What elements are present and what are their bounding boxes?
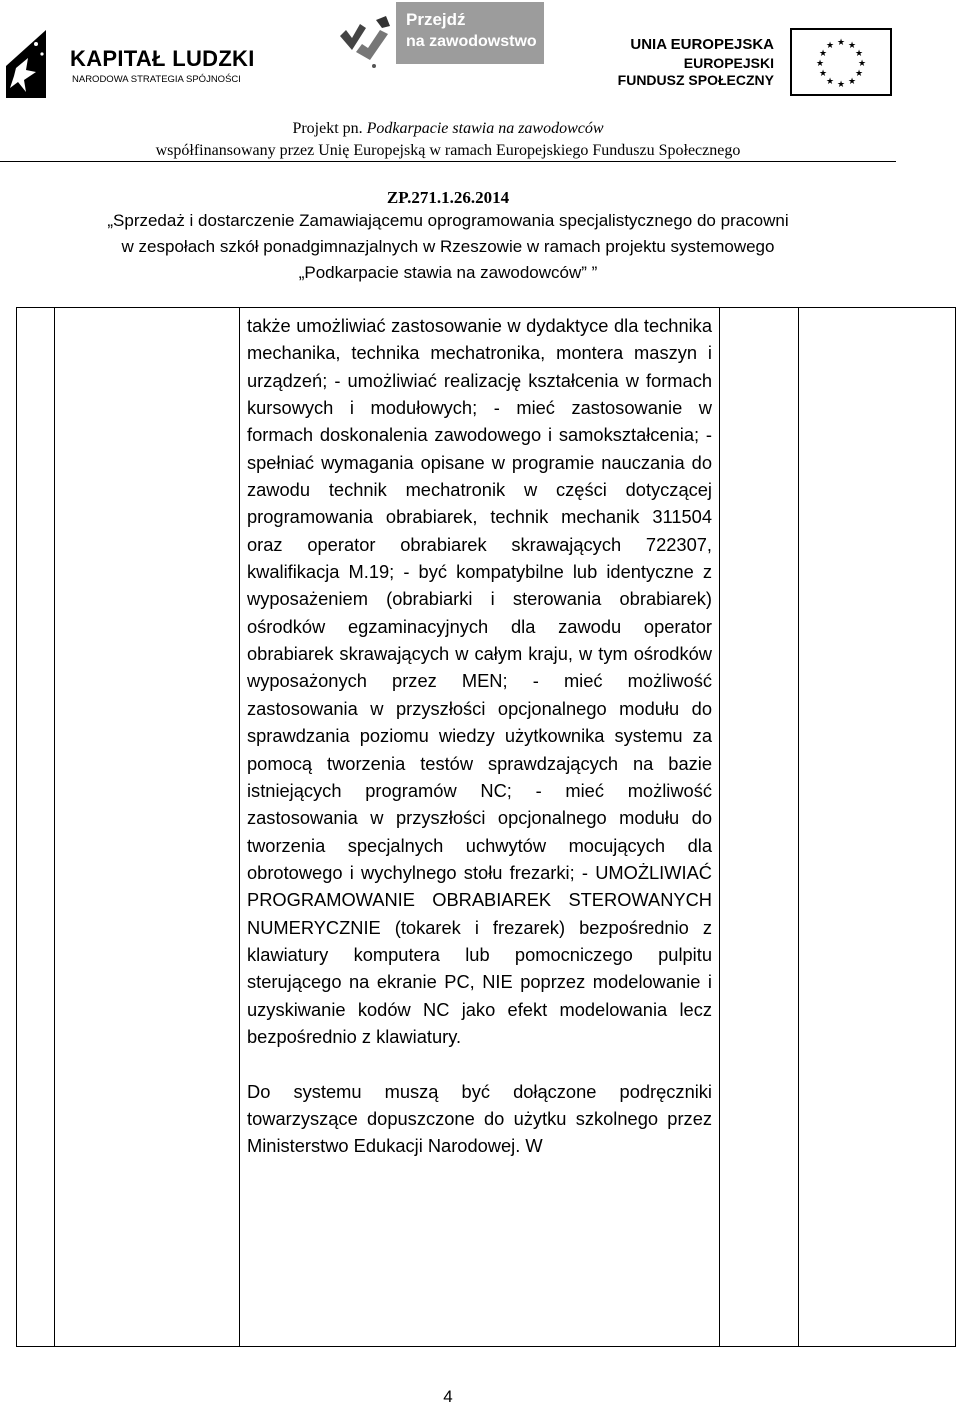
svg-text:★: ★ <box>847 77 857 87</box>
column-divider <box>798 308 799 1346</box>
subject-line-2: w zespołach szkół ponadgimnazjalnych w Rzeszowie w ramach projektu systemowego <box>121 237 775 256</box>
svg-text:★: ★ <box>847 41 857 51</box>
svg-text:★: ★ <box>836 80 846 90</box>
svg-text:★: ★ <box>815 59 825 69</box>
svg-text:★: ★ <box>825 41 835 51</box>
column-divider <box>54 308 55 1346</box>
eu-logo <box>614 26 960 102</box>
subject-line-3: „Podkarpacie stawia na zawodowców” ” <box>298 263 598 282</box>
svg-text:★: ★ <box>836 38 846 48</box>
svg-text:★: ★ <box>857 59 867 69</box>
subject-line-1: „Sprzedaż i dostarczenie Zamawiającemu oprogramowania specjalistycznego do pracowni <box>107 211 789 230</box>
eu-line2: EUROPEJSKI <box>683 55 774 71</box>
project-title <box>0 120 896 138</box>
checkmark-logo-icon <box>336 14 394 62</box>
eu-flag-icon <box>790 28 892 96</box>
svg-text:★: ★ <box>854 69 864 79</box>
przejdz-na-zawodowstwo-logo <box>336 2 544 72</box>
requirements-cell <box>247 312 712 1160</box>
manuals-paragraph: Do systemu muszą być dołączone podręczniki towarzyszące dopuszczone do użytku szkolnego przez Ministerstwo Edukacji Narodowej. W <box>247 1080 712 1157</box>
logo-dot <box>372 64 376 68</box>
svg-text:★: ★ <box>818 69 828 79</box>
kapital-ludzki-logo <box>6 30 256 100</box>
svg-text:★: ★ <box>818 49 828 59</box>
column-divider <box>719 308 720 1346</box>
kapital-ludzki-title: KAPITAŁ LUDZKI <box>70 46 255 71</box>
kapital-ludzki-emblem-icon <box>6 30 68 98</box>
svg-text:★: ★ <box>854 49 864 59</box>
przejdz-badge <box>396 2 544 64</box>
column-divider <box>239 308 240 1346</box>
przejdz-line1: Przejdź <box>406 10 466 29</box>
cofinancing-line: współfinansowany przez Unię Europejską w ramach Europejskiego Funduszu Społecznego <box>155 142 741 159</box>
page-number: 4 <box>443 1387 453 1406</box>
project-prefix: Projekt pn. <box>292 120 367 137</box>
project-name: Podkarpacie stawia na zawodowców <box>366 120 604 137</box>
eu-line3: FUNDUSZ SPOŁECZNY <box>617 72 774 88</box>
requirements-paragraph: także umożliwiać zastosowanie w dydaktyce dla technika mechanika, technika mechatronika, montera maszyn i urządzeń; - umożliwiać realizację kształcenia w formach kursowych i modułowych; - mieć zastosowanie w formach doskonalenia zawodowego i samokształcenia; - spełniać wymagania opisane w programie nauczania do zawodu technik mechatronik w części dotyczącej programowania obrabiarek, technik mechanik 311504 oraz operator obrabiarek skrawających 722307, kwalifikacja M.19; - być kompatybilne lub identyczne z wyposażeniem (obrabiarki i sterowania obrabiarek) ośrodków egzaminacyjnych dla zawodu operator obrabiarek skrawających w całym kraju, w tym ośrodków wyposażonych przez MEN; - mieć możliwość zastosowania w przyszłości opcjonalnego modułu do sprawdzania poziomu wiedzy użytkownika systemu za pomocą tworzenia testów sprawdzających na bazie istniejących programów NC; - mieć możliwość zastosowania w przyszłości opcjonalnego modułu do tworzenia specjalnych uchwytów mocujących dla obrotowego i wychylnego stołu frezarki; - UMOŻLIWIAĆ PROGRAMOWANIE OBRABIAREK STEROWANYCH NUMERYCZNIE (tokarek i frezarek) bezpośrednio z klawiatury komputera lub pomocniczego pulpitu sterującego na ekranie PC, NIE poprzez modelowanie i uzyskiwanie kodów NC jako efekt modelowania lecz bezpośrednio z klawiatury. <box>247 315 712 1047</box>
reference-number: ZP.271.1.26.2014 <box>386 188 510 207</box>
svg-text:★: ★ <box>825 77 835 87</box>
przejdz-line2: na zawodowstwo <box>406 33 537 50</box>
header-divider <box>0 161 896 162</box>
eu-line1: UNIA EUROPEJSKA <box>630 36 774 53</box>
kapital-ludzki-subtitle: NARODOWA STRATEGIA SPÓJNOŚCI <box>72 74 241 85</box>
